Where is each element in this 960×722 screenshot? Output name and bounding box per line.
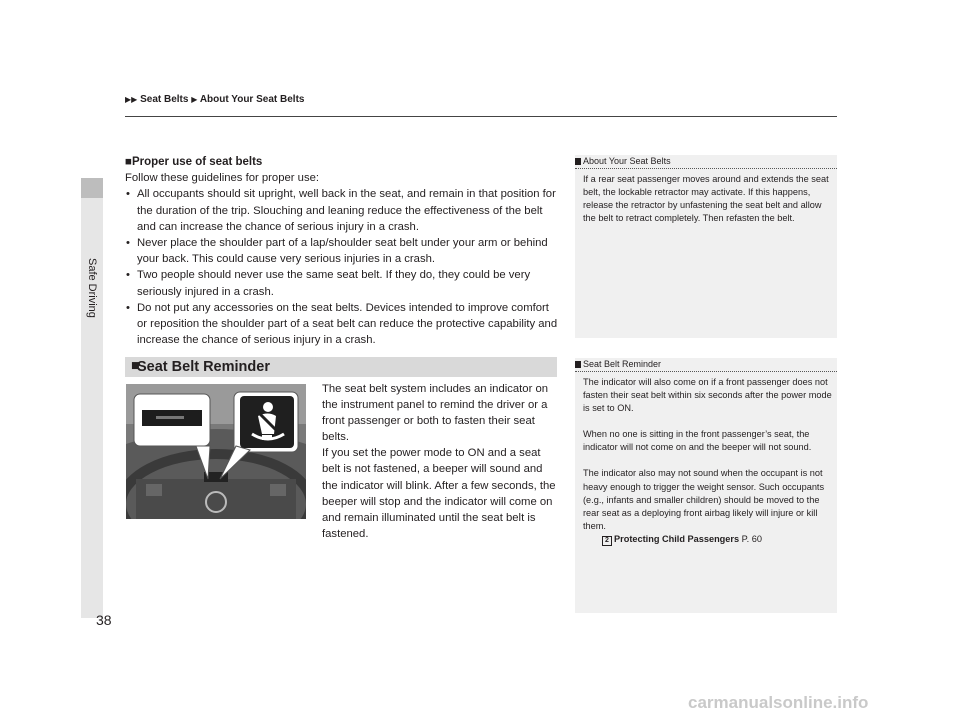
watermark: carmanualsonline.info <box>688 693 869 712</box>
note-marker-icon <box>575 361 581 368</box>
reference-arrow-icon: 2 <box>602 536 612 546</box>
reminder-paragraph-1: The seat belt system includes an indicator on the instrument panel to remind the driver or a front passenger or both to fasten their seat belts. <box>322 383 549 444</box>
proper-use-section <box>125 154 559 348</box>
side-tab-marker <box>81 178 103 198</box>
breadcrumb-arrow-icon: ▶ <box>191 95 198 104</box>
seat-belt-reminder-heading-bar <box>125 357 557 377</box>
note-about-seat-belts <box>575 155 837 338</box>
list-item: • Two people should never use the same seat belt. If they do, they could be very seriously injured in a crash. <box>125 267 559 299</box>
breadcrumb-seat-belts[interactable]: Seat Belts <box>140 94 189 105</box>
list-item: • All occupants should sit upright, well back in the seat, and remain in that position for the duration of the trip. Slouching and leaning reduce the effectiveness of the belt and can increase the chance of serious injury in a crash. <box>125 186 559 235</box>
note-body <box>583 376 833 546</box>
side-tab-label: Safe Driving <box>86 258 98 318</box>
reminder-body <box>322 381 560 542</box>
note-paragraph: If a rear seat passenger moves around and extends the seat belt, the lockable retractor may activate. If this happens, release the retractor by unfastening the seat belt and allow the belt to retract completely. Then refasten the belt. <box>583 174 829 224</box>
note-divider <box>575 371 837 372</box>
header-divider <box>125 116 837 117</box>
note-seat-belt-reminder <box>575 358 837 613</box>
note-paragraph: When no one is sitting in the front passenger’s seat, the indicator will not come on and the beeper will not sound. <box>583 429 812 453</box>
seat-belt-icon <box>244 400 290 444</box>
reference-link-child-passengers[interactable]: 2 Protecting Child Passengers P. 60 <box>583 533 833 546</box>
note-marker-icon <box>575 158 581 165</box>
list-item: • Do not put any accessories on the seat belts. Devices intended to improve comfort or reposition the shoulder part of a seat belt can reduce the protective capability and increase the chance of serious injury in a crash. <box>125 300 559 349</box>
dashboard-illustration <box>126 384 306 519</box>
proper-use-heading: ■Proper use of seat belts <box>125 156 263 168</box>
note-title: About Your Seat Belts <box>575 156 671 166</box>
note-body <box>583 173 833 238</box>
proper-use-intro: Follow these guidelines for proper use: <box>125 172 320 185</box>
note-title: Seat Belt Reminder <box>575 359 661 369</box>
breadcrumb <box>125 94 304 105</box>
breadcrumb-arrow-icon: ▶▶ <box>125 95 138 104</box>
proper-use-list <box>125 186 559 348</box>
list-item: • Never place the shoulder part of a lap/shoulder seat belt under your arm or behind your back. This could cause very serious injuries in a crash. <box>125 235 559 267</box>
page-number: 38 <box>96 612 112 628</box>
breadcrumb-about-seat-belts[interactable]: About Your Seat Belts <box>199 94 305 105</box>
note-paragraph: The indicator also may not sound when the occupant is not heavy enough to trigger the weight sensor. Such occupants (e.g., infants and smaller children) should be moved to the rear seat as a deploying front airbag likely will injure or kill them. <box>583 468 825 531</box>
reminder-paragraph-2: If you set the power mode to ON and a seat belt is not fastened, a beeper will sound and the indicator will blink. After a few seconds, the beeper will stop and the indicator will come on and remain illuminated until the seat belt is fastened. <box>322 447 556 540</box>
note-paragraph: The indicator will also come on if a front passenger does not fasten their seat belt within six seconds after the power mode is set to ON. <box>583 377 832 414</box>
note-divider <box>575 168 837 169</box>
seat-belt-reminder-heading: ■ Seat Belt Reminder <box>131 358 270 375</box>
